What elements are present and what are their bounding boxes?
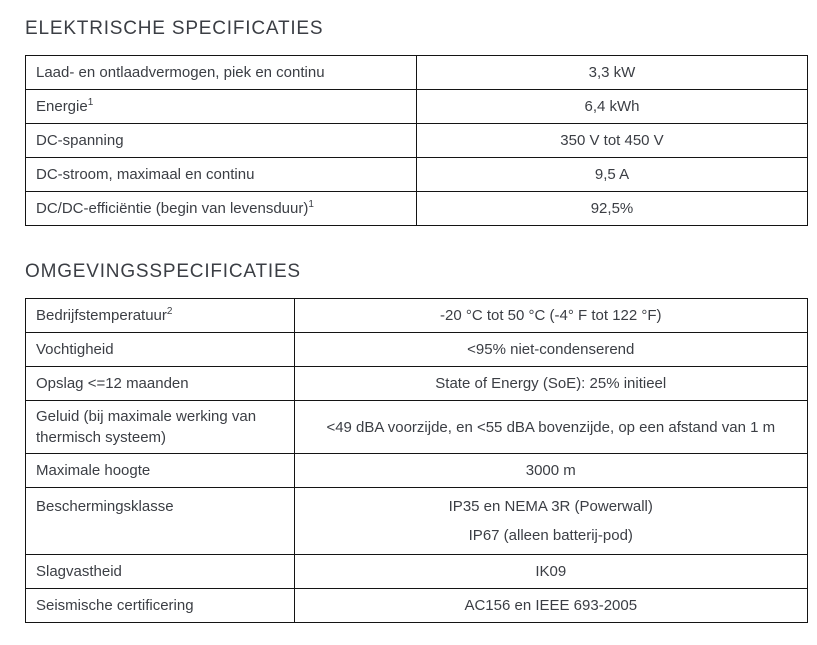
table-row <box>26 589 808 623</box>
spec-label: Vochtigheid <box>26 333 295 367</box>
table-row <box>26 158 808 192</box>
environmental-specs-table <box>25 298 808 623</box>
table-row <box>26 56 808 90</box>
section-title-electrical: ELEKTRISCHE SPECIFICATIES <box>25 18 324 39</box>
spec-label: Seismische certificering <box>26 589 295 623</box>
electrical-specs-table <box>25 55 808 226</box>
table-row <box>26 90 808 124</box>
spec-label: Maximale hoogte <box>26 454 295 488</box>
table-row <box>26 299 808 333</box>
spec-value: 6,4 kWh <box>417 90 808 124</box>
spec-label: DC-stroom, maximaal en continu <box>26 158 417 192</box>
spec-value-line: IP35 en NEMA 3R (Powerwall) <box>448 498 653 515</box>
table-row <box>26 367 808 401</box>
spec-value: -20 °C tot 50 °C (-4° F tot 122 °F) <box>294 299 807 333</box>
spec-label: Bedrijfstemperatuur$^2$ <box>26 299 295 333</box>
spec-label: DC/DC-efficiëntie (begin van levensduur)$^1$ <box>26 192 417 226</box>
spec-value: 3000 m <box>294 454 807 488</box>
spec-value: 9,5 A <box>417 158 808 192</box>
spec-value: <95% niet-condenserend <box>294 333 807 367</box>
spec-value: <49 dBA voorzijde, en <55 dBA bovenzijde, op een afstand van 1 m <box>294 401 807 454</box>
spec-value: AC156 en IEEE 693-2005 <box>294 589 807 623</box>
spec-value: State of Energy (SoE): 25% initieel <box>294 367 807 401</box>
spec-label: Slagvastheid <box>26 555 295 589</box>
spec-value: 92,5% <box>417 192 808 226</box>
spec-label: Energie$^1$ <box>26 90 417 124</box>
spec-value: 3,3 kW <box>417 56 808 90</box>
table-row <box>26 488 808 555</box>
spec-value <box>294 488 807 555</box>
footnote-marker: 1 <box>308 199 314 210</box>
section-environmental-specs <box>25 260 808 623</box>
spec-label: Laad- en ontlaadvermogen, piek en continu <box>26 56 417 90</box>
table-row <box>26 124 808 158</box>
section-electrical-specs <box>25 17 808 226</box>
spec-label: DC-spanning <box>26 124 417 158</box>
spec-value: IK09 <box>294 555 807 589</box>
page-content <box>25 17 808 623</box>
table-row <box>26 192 808 226</box>
spec-value-line: IP67 (alleen batterij-pod) <box>468 527 633 544</box>
section-title-environmental: OMGEVINGSSPECIFICATIES <box>25 261 301 282</box>
footnote-marker: 1 <box>87 97 94 108</box>
table-row <box>26 401 808 454</box>
spec-label: Opslag <=12 maanden <box>26 367 295 401</box>
spec-value: 350 V tot 450 V <box>417 124 808 158</box>
spec-label: Beschermingsklasse <box>26 488 295 555</box>
footnote-marker: 2 <box>166 306 173 317</box>
spec-label: Geluid (bij maximale werking van thermisch systeem) <box>26 401 295 454</box>
table-row <box>26 555 808 589</box>
table-row <box>26 333 808 367</box>
table-row <box>26 454 808 488</box>
